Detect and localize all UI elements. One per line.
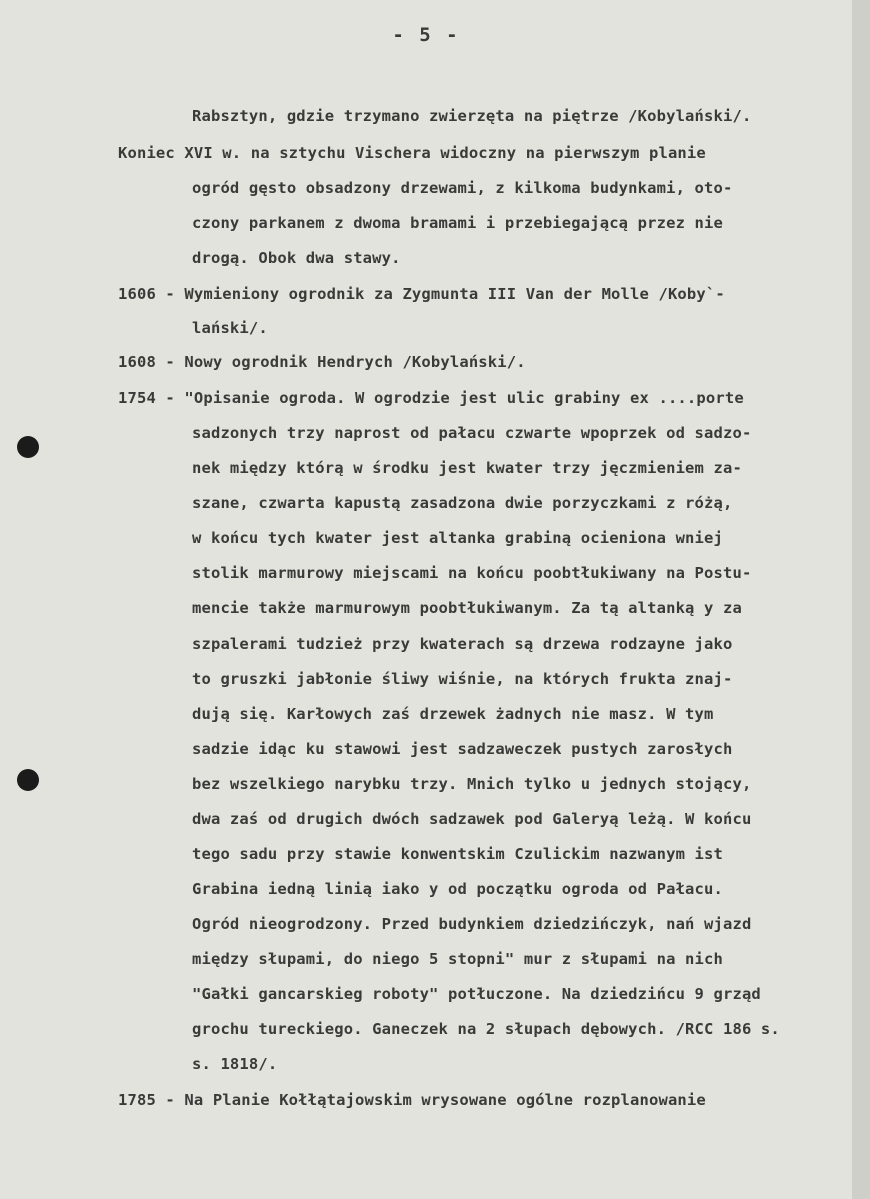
text-line: lański/.	[192, 319, 268, 337]
text-line: szane, czwarta kapustą zasadzona dwie porzyczkami z różą,	[192, 494, 733, 512]
text-line: sadzonych trzy naprost od pałacu czwarte wpoprzek od sadzo-	[192, 424, 752, 442]
text-line: 1754 - "Opisanie ogroda. W ogrodzie jest ulic grabiny ex ....porte	[118, 389, 744, 407]
text-line: "Gałki gancarskieg roboty" potłuczone. Na dziedzińcu 9 grząd	[192, 985, 761, 1003]
text-line: to gruszki jabłonie śliwy wiśnie, na których frukta znaj-	[192, 670, 733, 688]
text-line: Koniec XVI w. na sztychu Vischera widoczny na pierwszym planie	[118, 144, 706, 162]
punch-hole	[17, 436, 39, 458]
text-line: drogą. Obok dwa stawy.	[192, 249, 401, 267]
text-line: dują się. Karłowych zaś drzewek żadnych nie masz. W tym	[192, 705, 714, 723]
text-line: 1608 - Nowy ogrodnik Hendrych /Kobylański/.	[118, 353, 526, 371]
page-edge	[852, 0, 870, 1199]
text-line: Ogród nieogrodzony. Przed budynkiem dziedzińczyk, nań wjazd	[192, 915, 752, 933]
punch-hole	[17, 769, 39, 791]
text-line: mencie także marmurowym poobtłukiwanym. Za tą altanką y za	[192, 599, 742, 617]
text-line: szpalerami tudzież przy kwaterach są drzewa rodzayne jako	[192, 635, 733, 653]
text-line: grochu tureckiego. Ganeczek na 2 słupach dębowych. /RCC 186 s.	[192, 1020, 780, 1038]
text-line: Grabina iedną linią iako y od początku ogroda od Pałacu.	[192, 880, 723, 898]
text-line: stolik marmurowy miejscami na końcu poobtłukiwany na Postu-	[192, 564, 752, 582]
text-line: tego sadu przy stawie konwentskim Czulickim nazwanym ist	[192, 845, 723, 863]
text-line: sadzie idąc ku stawowi jest sadzaweczek pustych zarosłych	[192, 740, 733, 758]
text-line: 1606 - Wymieniony ogrodnik za Zygmunta III Van der Molle /Koby`-	[118, 285, 725, 303]
text-line: 1785 - Na Planie Kołłątajowskim wrysowane ogólne rozplanowanie	[118, 1091, 706, 1109]
text-line: w końcu tych kwater jest altanka grabiną ocieniona wniej	[192, 529, 723, 547]
text-line: bez wszelkiego narybku trzy. Mnich tylko u jednych stojący,	[192, 775, 752, 793]
text-line: między słupami, do niego 5 stopni" mur z słupami na nich	[192, 950, 723, 968]
page-number: - 5 -	[392, 24, 460, 46]
text-line: czony parkanem z dwoma bramami i przebiegającą przez nie	[192, 214, 723, 232]
text-line: Rabsztyn, gdzie trzymano zwierzęta na piętrze /Kobylański/.	[192, 107, 752, 125]
text-line: nek między którą w środku jest kwater trzy jęczmieniem za-	[192, 459, 742, 477]
text-line: s. 1818/.	[192, 1055, 278, 1073]
text-line: dwa zaś od drugich dwóch sadzawek pod Galeryą leżą. W końcu	[192, 810, 752, 828]
text-line: ogród gęsto obsadzony drzewami, z kilkoma budynkami, oto-	[192, 179, 733, 197]
